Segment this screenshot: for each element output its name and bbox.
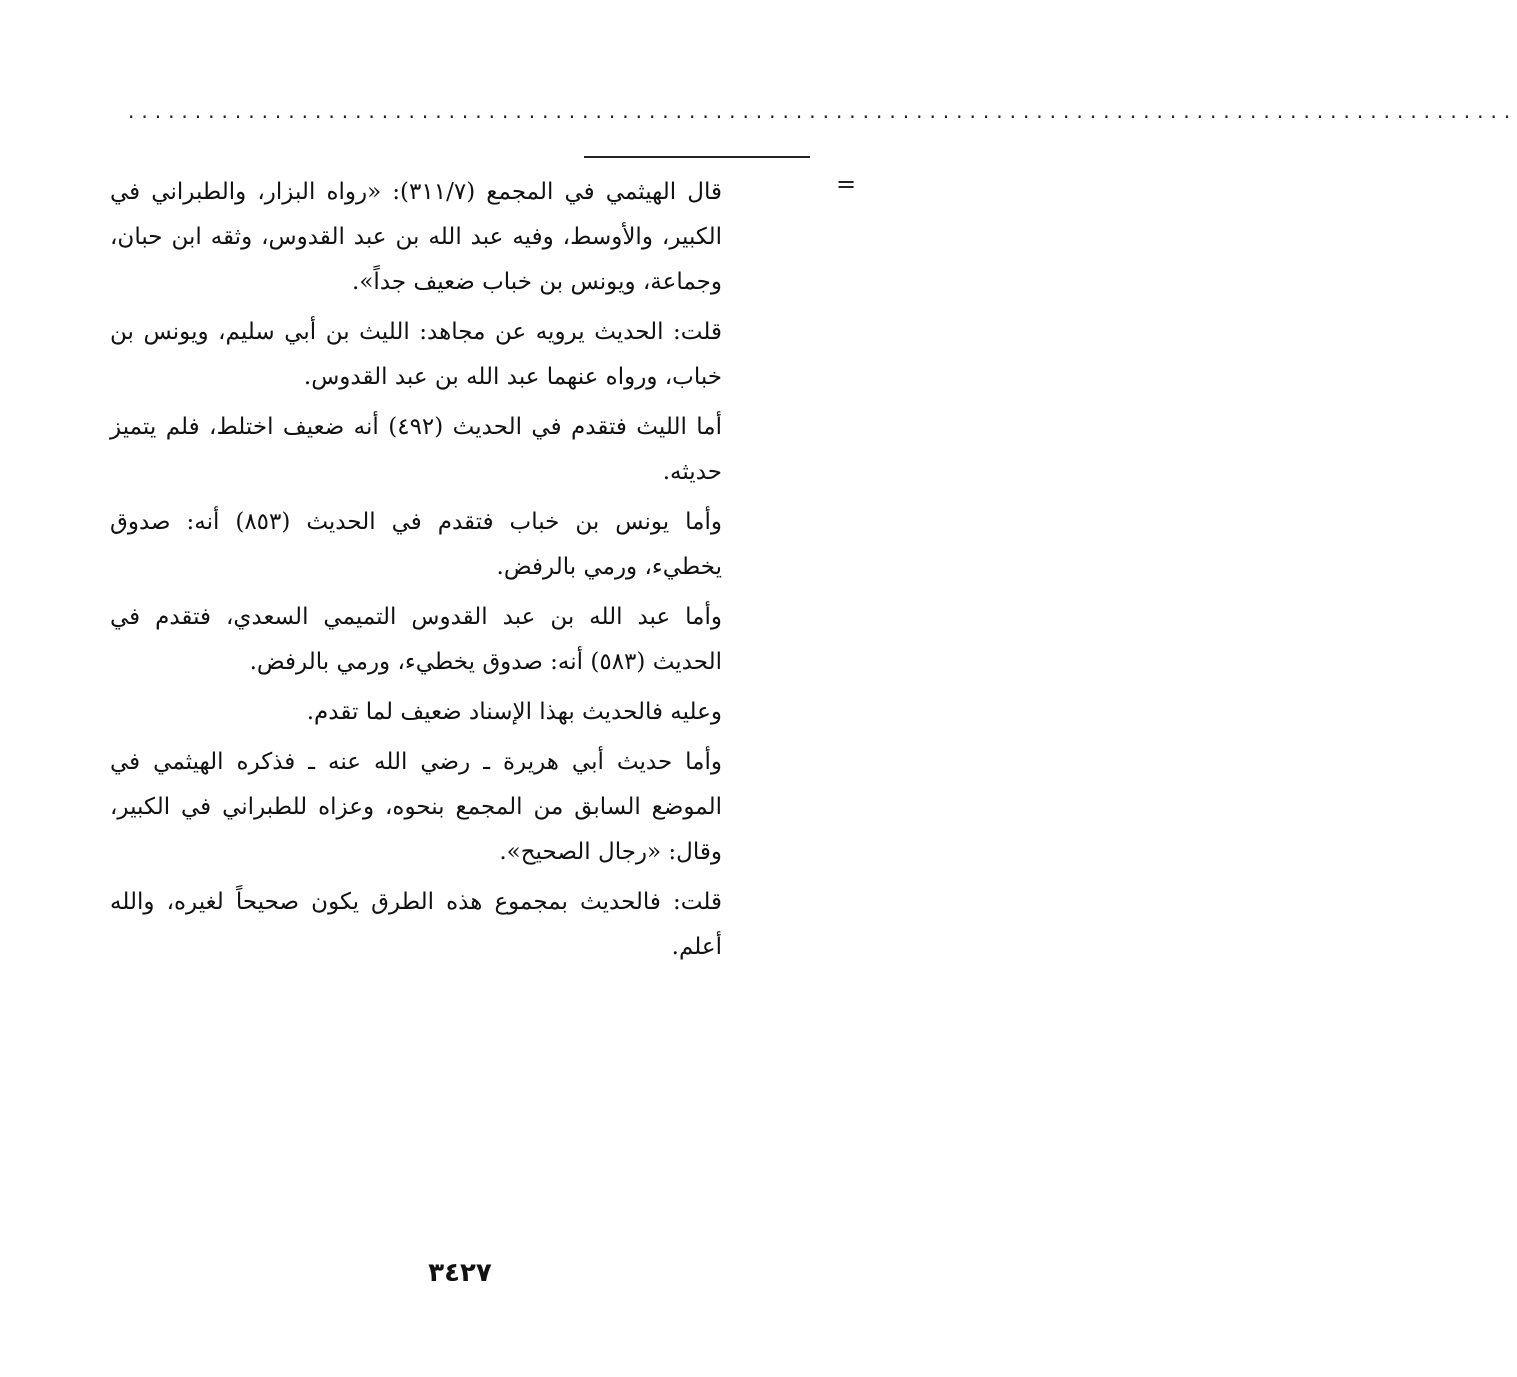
footnote-paragraph-conclusion: قلت: فالحديث بمجموع هذه الطرق يكون صحيحاً لغيره، والله أعلم. [110, 889, 722, 960]
footnote-separator-line [584, 156, 810, 158]
footnote-continuation-mark: = [836, 170, 857, 198]
footnote-text [110, 170, 722, 975]
footnote-paragraph-haythami: قال الهيثمي في المجمع (٣١١/٧): «رواه البزار، والطبراني في الكبير، والأوسط، وفيه عبد الله بن عبد القدوس، وثقه ابن حبان، وجماعة، ويونس بن خباب ضعيف جداً». [110, 179, 722, 295]
dotted-separator: ........................................................................................................ [128, 99, 1517, 123]
footnote-paragraph-verdict-weak: وعليه فالحديث بهذا الإسناد ضعيف لما تقدم. [306, 699, 722, 725]
page-number: ٣٤٢٧ [428, 1258, 492, 1288]
footnote-paragraph-abu-hurayra: وأما حديث أبي هريرة ـ رضي الله عنه ـ فذكره الهيثمي في الموضع السابق من المجمع بنحوه، وعزاه للطبراني في الكبير، وقال: «رجال الصحيح». [110, 749, 722, 865]
footnote-paragraph-chain: قلت: الحديث يرويه عن مجاهد: الليث بن أبي سليم، ويونس بن خباب، ورواه عنهما عبد الله بن عبد القدوس. [110, 319, 722, 390]
footnote-paragraph-abdullah: وأما عبد الله بن عبد القدوس التميمي السعدي، فتقدم في الحديث (٥٨٣) أنه: صدوق يخطيء، ورمي بالرفض. [110, 604, 722, 675]
footnote-paragraph-yunus: وأما يونس بن خباب فتقدم في الحديث (٨٥٣) أنه: صدوق يخطيء، ورمي بالرفض. [110, 509, 722, 580]
footnote-paragraph-layth: أما الليث فتقدم في الحديث (٤٩٢) أنه ضعيف اختلط، فلم يتميز حديثه. [110, 414, 722, 485]
